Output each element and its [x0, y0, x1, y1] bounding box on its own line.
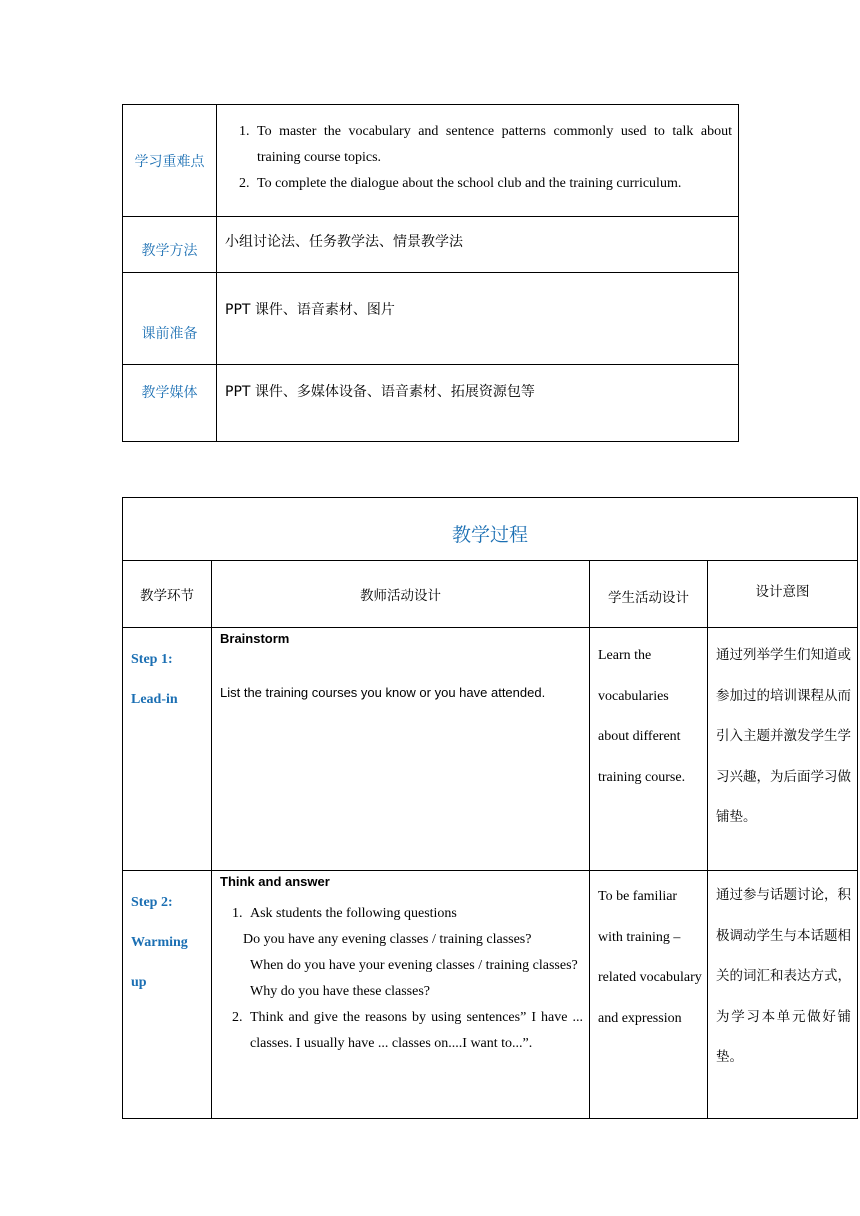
- teaching-process-table: [122, 497, 858, 1119]
- activity-item: Ask students the following questions: [250, 906, 457, 921]
- process-title: 教学过程: [123, 498, 858, 561]
- design-intent: 通过参与话题讨论，积极调动学生与本话题相关的词汇和表达方式，为学习本单元做好铺垫。: [708, 871, 858, 1119]
- row-label: 教学方法: [123, 217, 217, 273]
- step-number: Step 1:: [131, 652, 173, 667]
- activity-list: [220, 901, 583, 927]
- step-label: [123, 871, 212, 1119]
- lesson-info-table: [122, 104, 739, 442]
- row-label: 教学媒体: [123, 365, 217, 442]
- teacher-activity: [212, 871, 590, 1119]
- activity-title: Brainstorm: [220, 631, 290, 646]
- row-value: 小组讨论法、任务教学法、情景教学法: [217, 217, 739, 273]
- student-activity: Learn the vocabularies about different training course.: [590, 628, 708, 871]
- info-row-preparation: [123, 273, 739, 365]
- step-name-cont: up: [131, 975, 147, 990]
- column-header: 设计意图: [708, 561, 858, 628]
- activity-list: [220, 1005, 583, 1057]
- row-label: 课前准备: [123, 273, 217, 365]
- row-value: PPT 课件、语音素材、图片: [217, 273, 739, 365]
- teacher-activity: [212, 628, 590, 871]
- column-header: 教师活动设计: [212, 561, 590, 628]
- design-intent: 通过列举学生们知道或参加过的培训课程从而引入主题并激发学生学习兴趣，为后面学习做铺垫。: [708, 628, 858, 871]
- step1-row: [123, 628, 858, 871]
- question: Why do you have these classes?: [250, 984, 430, 999]
- column-header: 教学环节: [123, 561, 212, 628]
- row-value: PPT 课件、多媒体设备、语音素材、拓展资源包等: [217, 365, 739, 442]
- key-points-list: [225, 119, 732, 197]
- step-name: Lead-in: [131, 692, 178, 707]
- key-point: 2. To complete the dialogue about the school club and the training curriculum.: [253, 171, 732, 197]
- student-activity: To be familiar with training – related vocabulary and expression: [590, 871, 708, 1119]
- step-number: Step 2:: [131, 895, 173, 910]
- info-row-media: [123, 365, 739, 442]
- step-name: Warming: [131, 935, 188, 950]
- process-title-row: [123, 498, 858, 561]
- step2-row: [123, 871, 858, 1119]
- column-header: 学生活动设计: [590, 561, 708, 628]
- info-row-key-points: [123, 105, 739, 217]
- activity-item: 2. Think and give the reasons by using sentences” I have ... classes. I usually have ... classes on....I want to...”.: [246, 1005, 583, 1057]
- column-header-row: [123, 561, 858, 628]
- activity-title: Think and answer: [220, 874, 330, 889]
- question: Do you have any evening classes / training classes?: [243, 932, 532, 947]
- info-row-methods: [123, 217, 739, 273]
- question: When do you have your evening classes / training classes?: [250, 958, 578, 973]
- activity-text: List the training courses you know or you have attended.: [220, 685, 546, 700]
- key-point: 1. To master the vocabulary and sentence patterns commonly used to talk about training course topics.: [253, 119, 732, 171]
- row-label: 学习重难点: [123, 105, 217, 217]
- step-label: [123, 628, 212, 871]
